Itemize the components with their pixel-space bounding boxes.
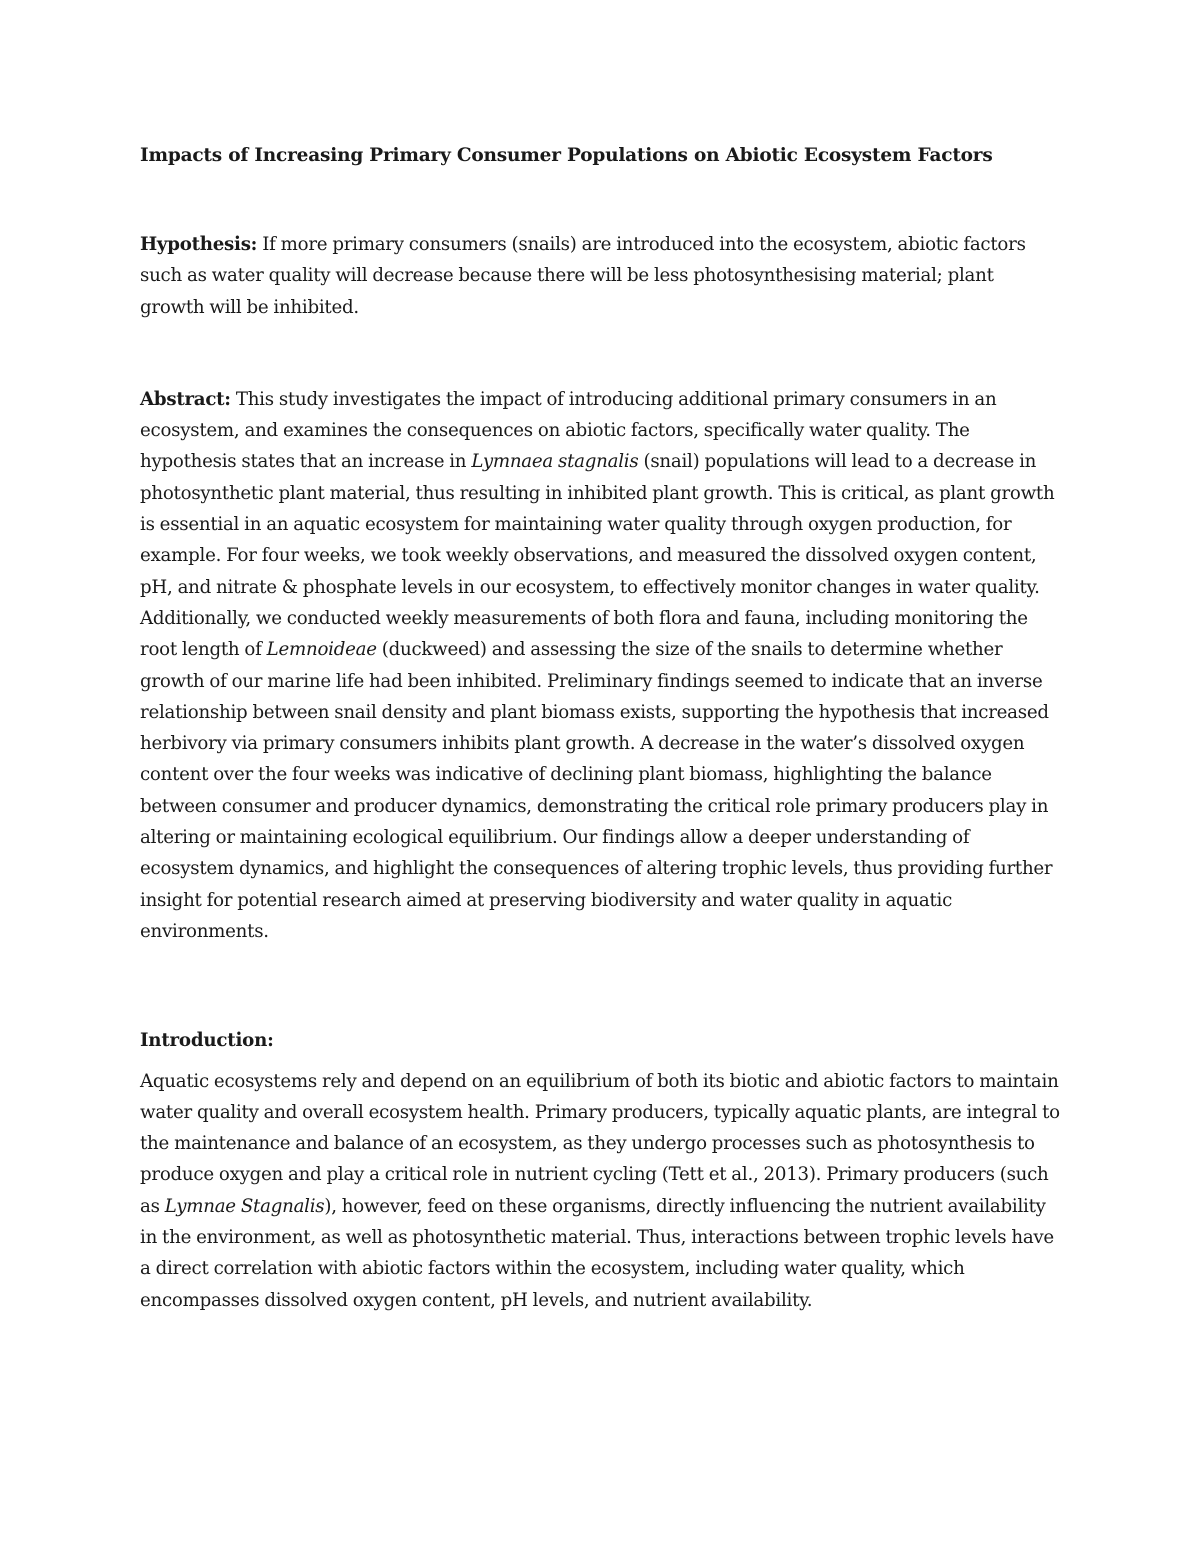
paper-title: Impacts of Increasing Primary Consumer Populations on Abiotic Ecosystem Factors: [140, 145, 993, 166]
hypothesis-label: Hypothesis:: [140, 234, 258, 255]
abstract-text-part-3: (duckweed) and assessing the size of the snails to determine whether growth of our marine life had been inhibited. Preliminary findings seemed to indicate that an inverse relationship between snail density and plant biomass exists, supporting the hypothesis that increased herbivory via primary consumers inhibits plant growth. A decrease in the water’s dissolved oxygen content over the four weeks was indicative of declining plant biomass, highlighting the balance between consumer and producer dynamics, demonstrating the critical role primary producers play in altering or maintaining ecological equilibrium. Our findings allow a deeper understanding of ecosystem dynamics, and highlight the consequences of altering trophic levels, thus providing further insight for potential research aimed at preserving biodiversity and water quality in aquatic environments.: [140, 639, 1053, 942]
abstract-text-part-2: (snail) populations will lead to a decrease in photosynthetic plant material, thus resulting in inhibited plant growth. This is critical, as plant growth is essential in an aquatic ecosystem for maintaining water quality through oxygen production, for example. For four weeks, we took weekly observations, and measured the dissolved oxygen content, pH, and nitrate & phosphate levels in our ecosystem, to effectively monitor changes in water quality. Additionally, we conducted weekly measurements of both flora and fauna, including monitoring the root length of: [140, 451, 1055, 661]
spacer: [140, 947, 1060, 1025]
introduction-paragraph: [140, 1066, 1060, 1316]
abstract-paragraph: [140, 384, 1060, 947]
document-content: [140, 140, 1060, 1316]
species-name-duckweed: Lemnoideae: [266, 639, 377, 661]
species-name-snail-intro: Lymnae Stagnalis: [164, 1195, 325, 1217]
introduction-text-part-2: ), however, feed on these organisms, directly influencing the nutrient availability in the environment, as well as photosynthetic material. Thus, interactions between trophic levels have a direct correlation with abiotic factors within the ecosystem, including water quality, which encompasses dissolved oxygen content, pH levels, and nutrient availability.: [140, 1195, 1054, 1311]
species-name-snail: Lymnaea stagnalis: [471, 451, 639, 473]
introduction-text-part-1: Aquatic ecosystems rely and depend on an equilibrium of both its biotic and abiotic factors to maintain water quality and overall ecosystem health. Primary producers, typically aquatic plants, are integral to the maintenance and balance of an ecosystem, as they undergo processes such as photosynthesis to produce oxygen and play a critical role in nutrient cycling (Tett et al., 2013). Primary producers (such as: [140, 1070, 1060, 1217]
abstract-text-part-1: This study investigates the impact of introducing additional primary consumers in an ecosystem, and examines the consequences on abiotic factors, specifically water quality. The hypothesis states that an increase in: [140, 388, 997, 473]
introduction-heading: Introduction:: [140, 1030, 274, 1052]
hypothesis-text: If more primary consumers (snails) are introduced into the ecosystem, abiotic factors such as water quality will decrease because there will be less photosynthesising material; plant growth will be inhibited.: [140, 234, 1026, 318]
hypothesis-paragraph: [140, 229, 1060, 323]
spacer: [140, 172, 1060, 229]
abstract-label: Abstract:: [140, 388, 231, 410]
spacer: [140, 1057, 1060, 1066]
spacer: [140, 323, 1060, 384]
